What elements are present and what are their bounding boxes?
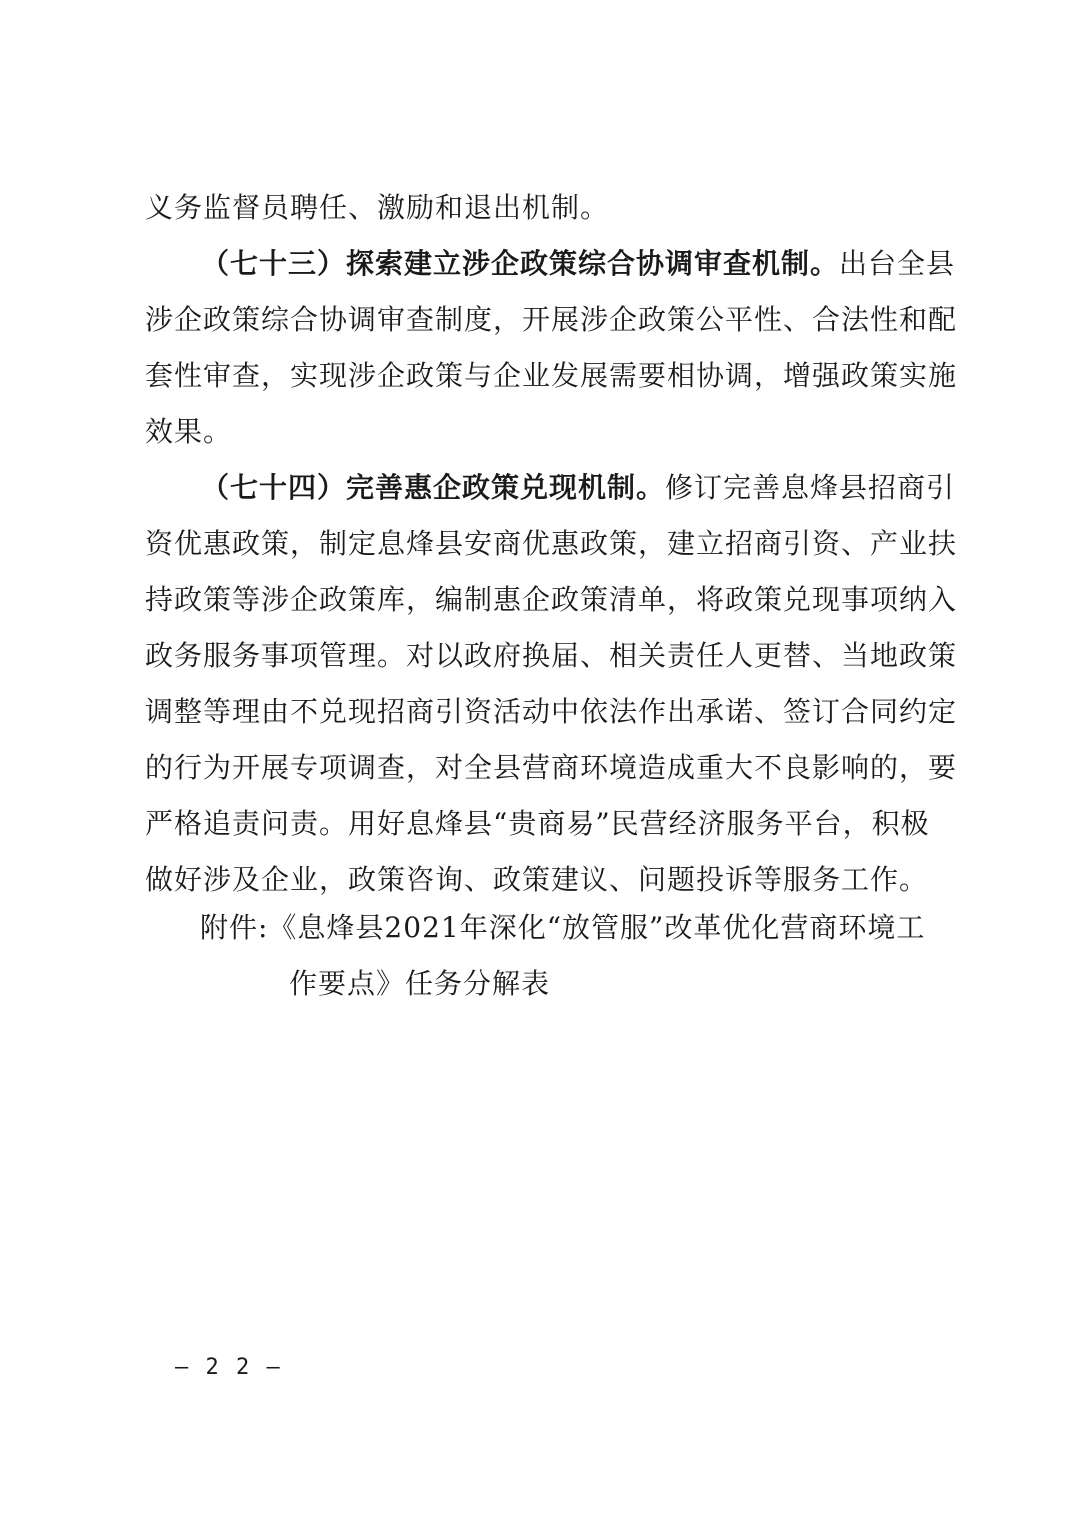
paragraph-line: 的行为开展专项调查，对全县营商环境造成重大不良影响的，要 [145,751,958,784]
section-74-first-line [145,460,956,516]
paragraph-line: 效果。 [145,415,233,448]
paragraph-line: 资优惠政策，制定息烽县安商优惠政策，建立招商引资、产业扶 [145,527,958,560]
paragraph-line: 涉企政策综合协调审查制度，开展涉企政策公平性、合法性和配 [145,303,958,336]
body-text [145,180,958,908]
paragraph-line: 做好涉及企业，政策咨询、政策建议、问题投诉等服务工作。 [145,863,929,896]
section-heading-73: （七十三）探索建立涉企政策综合协调审查机制。 [201,247,840,280]
paragraph-line: 套性审查，实现涉企政策与企业发展需要相协调，增强政策实施 [145,359,958,392]
paragraph-line: 义务监督员聘任、激励和退出机制。 [145,191,610,224]
paragraph-line: 调整等理由不兑现招商引资活动中依法作出承诺、签订合同约定 [145,695,958,728]
attachment-note [200,900,945,1012]
paragraph-line: 严格追责问责。用好息烽县“贵商易”民营经济服务平台，积极 [145,807,930,840]
paragraph-line: 政务服务事项管理。对以政府换届、相关责任人更替、当地政策 [145,639,958,672]
section-73-text: 出台全县 [839,247,956,280]
attachment-line-1: 附件:《息烽县2021年深化“放管服”改革优化营商环境工 [200,911,926,944]
paragraph-line: 持政策等涉企政策库，编制惠企政策清单，将政策兑现事项纳入 [145,583,958,616]
section-73-first-line [145,236,956,292]
section-74-text: 修订完善息烽县招商引 [665,471,956,504]
section-heading-74: （七十四）完善惠企政策兑现机制。 [201,471,666,504]
page-number: — 2 2 — [175,1355,282,1380]
attachment-line-2: 作要点》任务分解表 [289,967,551,1000]
